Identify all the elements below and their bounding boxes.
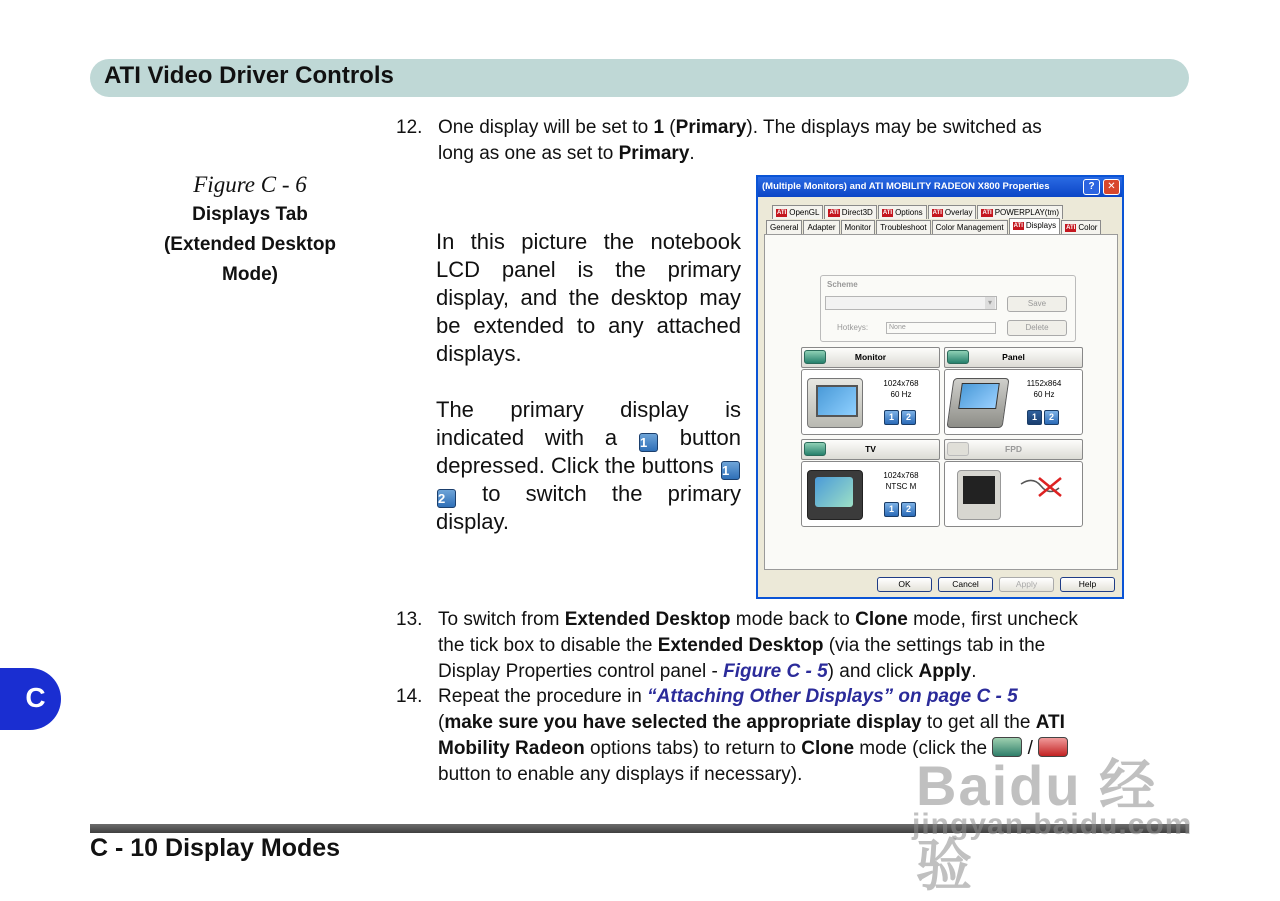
device-buttons [884, 502, 916, 517]
text: mode back to [730, 609, 856, 630]
appendix-side-tab: C [0, 668, 61, 730]
figure-link[interactable]: Figure C - 5 [723, 661, 828, 682]
bold-text: Extended Desktop [564, 609, 731, 630]
step-number: 14. [396, 686, 423, 707]
footer-rule [90, 824, 1189, 833]
figure-caption [140, 172, 360, 290]
step-text [438, 115, 1042, 167]
text: ( [664, 117, 676, 138]
cancel-button[interactable]: Cancel [938, 577, 993, 592]
display-2-button-icon: 2 [437, 489, 456, 508]
text: One display will be set to [438, 117, 654, 138]
step-12 [396, 115, 1156, 171]
bold-text: 1 [653, 117, 665, 138]
laptop-icon [946, 378, 1009, 428]
device-name: TV [865, 444, 876, 454]
bold-text: Extended Desktop [657, 635, 824, 656]
enable-display-icon [992, 737, 1022, 757]
text: . [971, 661, 977, 682]
text: to get all the [921, 712, 1036, 733]
text: mode, first uncheck [907, 609, 1078, 630]
help-icon[interactable]: ? [1083, 179, 1100, 195]
device-refresh: 60 Hz [1033, 390, 1055, 399]
ati-logo-icon: ATI [829, 210, 839, 216]
bold-text: Primary [675, 117, 747, 138]
tab-label: Color [1078, 223, 1098, 232]
hotkeys-field[interactable]: None [886, 322, 996, 334]
bold-text: Mobility Radeon [438, 738, 585, 759]
tab-label: Options [895, 208, 923, 217]
device-name: Panel [1002, 352, 1025, 362]
device-mode [880, 378, 922, 400]
device-mode [1023, 378, 1065, 400]
text: options tabs) to return to [584, 738, 802, 759]
text: Repeat the procedure in [438, 686, 648, 707]
watermark-logo: Baidu 经验 [916, 754, 1158, 897]
bold-text: Clone [801, 738, 855, 759]
text: To switch from [438, 609, 565, 630]
device-standard: NTSC M [885, 482, 917, 491]
tab-label: POWERPLAY(tm) [994, 208, 1059, 217]
display-1-button-icon: 1 [721, 461, 740, 480]
text: mode (click the [854, 738, 993, 759]
tab-monitor[interactable]: Monitor [841, 220, 876, 234]
tab-row-bottom [766, 220, 1101, 234]
figure-title-line: (Extended Desktop [163, 234, 337, 255]
display-2-button[interactable]: 2 [1044, 410, 1059, 425]
primary-button-icon: 1 [639, 433, 658, 452]
text: . [689, 143, 695, 164]
bold-text: Apply [918, 661, 972, 682]
device-buttons [1027, 410, 1059, 425]
device-header-monitor[interactable] [801, 347, 940, 368]
device-box-panel [944, 369, 1083, 435]
text: button depressed. Click the buttons [436, 425, 741, 478]
tab-displays[interactable] [1009, 218, 1060, 234]
tab-powerplay[interactable] [977, 205, 1063, 219]
scheme-select[interactable] [825, 296, 997, 310]
display-1-button[interactable]: 1 [884, 502, 899, 517]
display-2-button[interactable]: 2 [901, 410, 916, 425]
tab-color[interactable] [1061, 220, 1101, 234]
ok-button[interactable]: OK [877, 577, 932, 592]
display-1-button[interactable]: 1 [884, 410, 899, 425]
save-button[interactable]: Save [1007, 296, 1067, 312]
ati-logo-icon: ATI [1013, 223, 1023, 229]
text: long as one as set to [438, 143, 619, 164]
ati-logo-icon: ATI [1066, 225, 1076, 231]
tab-label: Direct3D [841, 208, 873, 217]
bold-text: make sure you have selected the appropriate display [444, 712, 922, 733]
display-2-button[interactable]: 2 [901, 502, 916, 517]
body-paragraph [436, 396, 741, 536]
tv-icon [807, 470, 863, 520]
text: to switch the primary display. [436, 481, 741, 534]
step-text [438, 684, 1068, 788]
device-resolution: 1152x864 [1026, 379, 1062, 388]
ati-logo-icon: ATI [982, 210, 992, 216]
step-13 [396, 607, 1186, 687]
apply-button[interactable]: Apply [999, 577, 1054, 592]
enable-toggle-icon[interactable] [804, 442, 826, 456]
figure-label: Figure C - 6 [193, 172, 307, 197]
bold-text: Clone [855, 609, 908, 630]
device-resolution: 1024x768 [883, 379, 919, 388]
device-header-fpd[interactable] [944, 439, 1083, 460]
tab-label: Displays [1025, 221, 1057, 230]
text: ( [438, 712, 445, 733]
disable-display-icon [1038, 737, 1068, 757]
tab-opengl[interactable] [772, 205, 823, 219]
text: (via the settings tab in the [823, 635, 1046, 656]
enable-toggle-icon[interactable] [804, 350, 826, 364]
hotkeys-label: Hotkeys: [837, 323, 869, 332]
section-title: ATI Video Driver Controls [104, 62, 394, 89]
device-buttons [884, 410, 916, 425]
help-button[interactable]: Help [1060, 577, 1115, 592]
enable-toggle-icon[interactable] [947, 350, 969, 364]
text: ) and click [827, 661, 919, 682]
figure-title-line: Displays Tab [192, 204, 308, 225]
figure-title-line: Mode) [222, 264, 278, 285]
device-header-panel[interactable] [944, 347, 1083, 368]
scheme-label: Scheme [827, 280, 858, 289]
properties-dialog-screenshot [756, 175, 1124, 599]
step-text [438, 607, 1078, 685]
step-14 [396, 684, 1186, 790]
text: The primary display is indicated with a [436, 397, 741, 450]
device-box-fpd [944, 461, 1083, 527]
disconnected-icon [1019, 474, 1071, 500]
crt-monitor-icon [807, 378, 863, 428]
device-refresh: 60 Hz [890, 390, 912, 399]
ati-logo-icon: ATI [932, 210, 942, 216]
device-box-monitor [801, 369, 940, 435]
tab-label: Overlay [944, 208, 973, 217]
device-name: Monitor [854, 352, 887, 362]
close-icon[interactable]: ✕ [1103, 179, 1120, 195]
tab-label: OpenGL [789, 208, 820, 217]
watermark-url: jingyan.baidu.com [912, 808, 1193, 841]
tab-color-management[interactable]: Color Management [932, 220, 1008, 234]
body-paragraph: In this picture the notebook LCD panel is the primary display, and the desktop may be extended to any attached displays. [436, 229, 741, 366]
text: Display Properties control panel - [438, 661, 724, 682]
figure-title [140, 200, 360, 290]
page-link[interactable]: “Attaching Other Displays” on page C - 5 [647, 686, 1018, 707]
step-number: 13. [396, 609, 423, 630]
tab-row-top [772, 205, 1063, 219]
enable-toggle-icon[interactable] [947, 442, 969, 456]
text: / [1022, 738, 1039, 759]
displays-panel [764, 234, 1118, 570]
tab-adapter[interactable]: Adapter [803, 220, 839, 234]
device-name: FPD [1005, 444, 1022, 454]
tab-overlay[interactable] [928, 205, 977, 219]
dialog-title: (Multiple Monitors) and ATI MOBILITY RADEON X800 Properties [758, 177, 1122, 197]
device-box-tv [801, 461, 940, 527]
device-resolution: 1024x768 [883, 471, 919, 480]
text: button to enable any displays if necessary). [438, 764, 803, 785]
bold-text: Primary [618, 143, 690, 164]
section-header-bar [90, 59, 1189, 97]
tab-troubleshoot[interactable]: Troubleshoot [876, 220, 930, 234]
step-number: 12. [396, 117, 423, 138]
ati-logo-icon: ATI [882, 210, 893, 216]
ati-logo-icon: ATI [777, 210, 787, 216]
text: the tick box to disable the [438, 635, 658, 656]
scheme-group [820, 275, 1076, 342]
footer-page-label: C - 10 Display Modes [90, 834, 341, 862]
text: ). The displays may be switched as [746, 117, 1042, 138]
delete-button[interactable]: Delete [1007, 320, 1067, 336]
tab-direct3d[interactable] [824, 205, 876, 219]
bold-text: ATI [1035, 712, 1065, 733]
display-1-button[interactable]: 1 [1027, 410, 1042, 425]
device-header-tv[interactable] [801, 439, 940, 460]
device-mode [880, 470, 922, 492]
tab-options[interactable] [878, 205, 927, 219]
flat-panel-icon [957, 470, 1001, 520]
tab-general[interactable]: General [766, 220, 802, 234]
